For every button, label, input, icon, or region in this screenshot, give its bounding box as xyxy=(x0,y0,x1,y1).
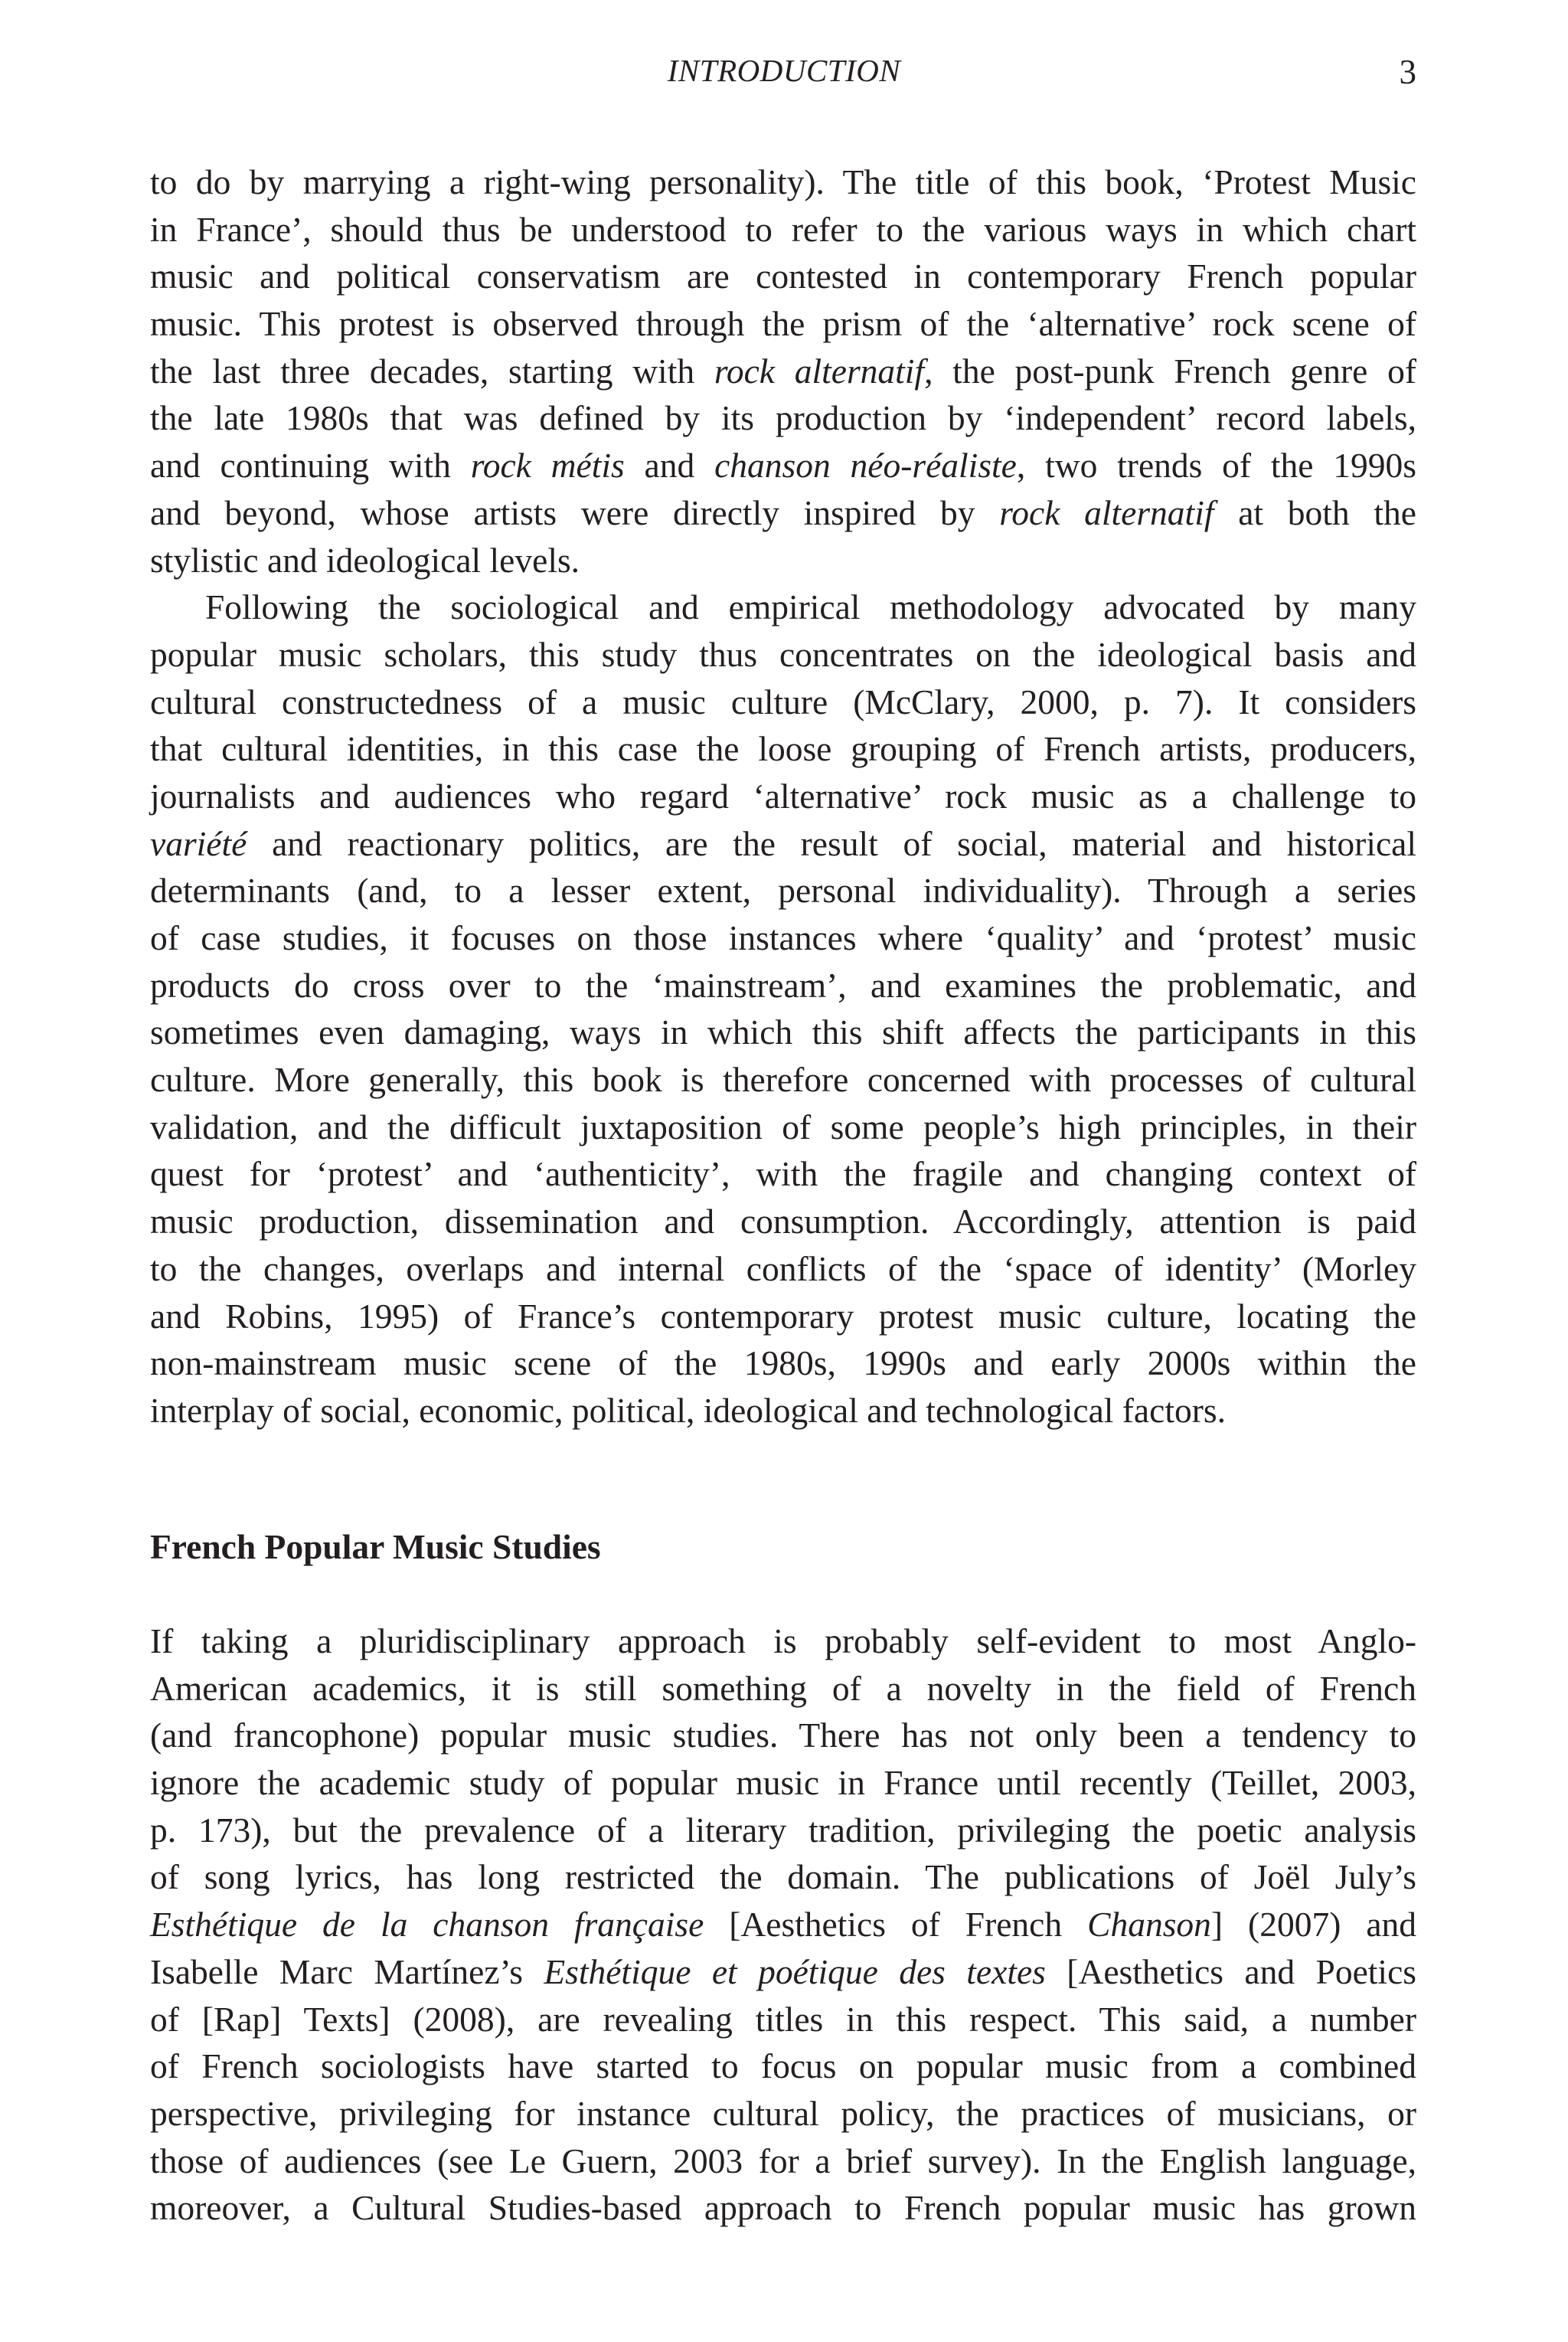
text-line: sometimes even damaging, ways in which this shift affects the participants in this xyxy=(150,1012,1416,1052)
page-number: 3 xyxy=(1399,53,1416,91)
text-line: determinants (and, to a lesser extent, personal individuality). Through a series xyxy=(150,871,1416,911)
text-line: culture. More generally, this book is therefore concerned with processes of cultural xyxy=(150,1060,1416,1100)
text-line: variété and reactionary politics, are the result of social, material and historical xyxy=(150,823,1416,863)
text-line: journalists and audiences who regard ‘alternative’ rock music as a challenge to xyxy=(150,776,1416,816)
italic-term: chanson néo-réaliste xyxy=(714,446,1017,486)
text-line: American academics, it is still something of a novelty in the field of French xyxy=(150,1668,1416,1708)
text-line: validation, and the difficult juxtaposition of some people’s high principles, in their xyxy=(150,1107,1416,1146)
text-line: and beyond, whose artists were directly inspired by rock alternatif at both the xyxy=(150,492,1416,532)
text-line: Following the sociological and empirical methodology advocated by many xyxy=(205,587,1416,627)
text-line: If taking a pluridisciplinary approach is probably self-evident to most Anglo- xyxy=(150,1621,1416,1660)
running-head xyxy=(0,47,1568,93)
text-line: of [Rap] Texts] (2008), are revealing titles in this respect. This said, a number xyxy=(150,1999,1416,2039)
text-line: music production, dissemination and consumption. Accordingly, attention is paid xyxy=(150,1202,1416,1241)
text-line: non-mainstream music scene of the 1980s, 1990s and early 2000s within the xyxy=(150,1343,1416,1383)
text-line: to do by marrying a right-wing personality). The title of this book, ‘Protest Music xyxy=(150,162,1416,201)
italic-term: Chanson xyxy=(1087,1905,1211,1945)
text-line: popular music scholars, this study thus concentrates on the ideological basis and xyxy=(150,634,1416,674)
paragraph xyxy=(150,1617,1416,2232)
text-line: those of audiences (see Le Guern, 2003 for a brief survey). In the English language, xyxy=(150,2141,1416,2180)
text-line: of French sociologists have started to focus on popular music from a combined xyxy=(150,2046,1416,2086)
text-line: moreover, a Cultural Studies-based approach to French popular music has grown xyxy=(150,2188,1416,2228)
text-line: Esthétique de la chanson française [Aesthetics of French Chanson] (2007) and xyxy=(150,1905,1417,1945)
text-line: in France’, should thus be understood to refer to the various ways in which chart xyxy=(150,209,1416,249)
italic-term: Esthétique et poétique des textes xyxy=(544,1951,1046,1991)
italic-term: variété xyxy=(150,823,247,863)
text-line: ignore the academic study of popular music in France until recently (Teillet, 2003, xyxy=(150,1763,1416,1803)
running-title: INTRODUCTION xyxy=(667,53,901,88)
text-line: music and political conservatism are contested in contemporary French popular xyxy=(150,257,1416,296)
text-line: perspective, privileging for instance cultural policy, the practices of musicians, or xyxy=(150,2093,1416,2133)
text-line: of case studies, it focuses on those instances where ‘quality’ and ‘protest’ music xyxy=(150,918,1416,957)
body-text xyxy=(150,159,1416,1434)
text-line: the last three decades, starting with rock alternatif, the post-punk French genre of xyxy=(150,351,1416,391)
text-line: Isabelle Marc Martínez’s Esthétique et poétique des textes [Aesthetics and Poetics xyxy=(150,1951,1416,1991)
text-line: of song lyrics, has long restricted the domain. The publications of Joël July’s xyxy=(150,1857,1416,1897)
text-line: to the changes, overlaps and internal conflicts of the ‘space of identity’ (Morley xyxy=(150,1248,1416,1288)
section-heading: French Popular Music Studies xyxy=(150,1527,601,1566)
paragraph xyxy=(150,159,1416,584)
text-line: music. This protest is observed through the prism of the ‘alternative’ rock scene of xyxy=(150,304,1416,344)
paragraph xyxy=(150,584,1416,1434)
text-line: cultural constructedness of a music culture (McClary, 2000, p. 7). It considers xyxy=(150,682,1416,721)
text-line: and continuing with rock métis and chanson néo-réaliste, two trends of the 1990s xyxy=(150,446,1417,486)
italic-term: rock métis xyxy=(470,446,625,486)
text-line: (and francophone) popular music studies. There has not only been a tendency to xyxy=(150,1716,1416,1755)
text-line: the late 1980s that was defined by its production by ‘independent’ record labels, xyxy=(150,398,1416,438)
text-line: and Robins, 1995) of France’s contemporary protest music culture, locating the xyxy=(150,1296,1416,1336)
text-line: quest for ‘protest’ and ‘authenticity’, with the fragile and changing context of xyxy=(150,1154,1416,1194)
italic-term: Esthétique de la chanson française xyxy=(150,1905,704,1945)
italic-term: rock alternatif xyxy=(714,351,925,391)
text-line: products do cross over to the ‘mainstream’, and examines the problematic, and xyxy=(150,965,1416,1005)
section-text xyxy=(150,1617,1416,2232)
text-line: stylistic and ideological levels. xyxy=(150,540,580,580)
text-line: p. 173), but the prevalence of a literary tradition, privileging the poetic analysis xyxy=(150,1810,1416,1850)
text-line: that cultural identities, in this case the loose grouping of French artists, producers, xyxy=(150,729,1416,769)
text-line: interplay of social, economic, political, ideological and technological factors. xyxy=(150,1390,1226,1430)
italic-term: rock alternatif xyxy=(999,492,1214,532)
